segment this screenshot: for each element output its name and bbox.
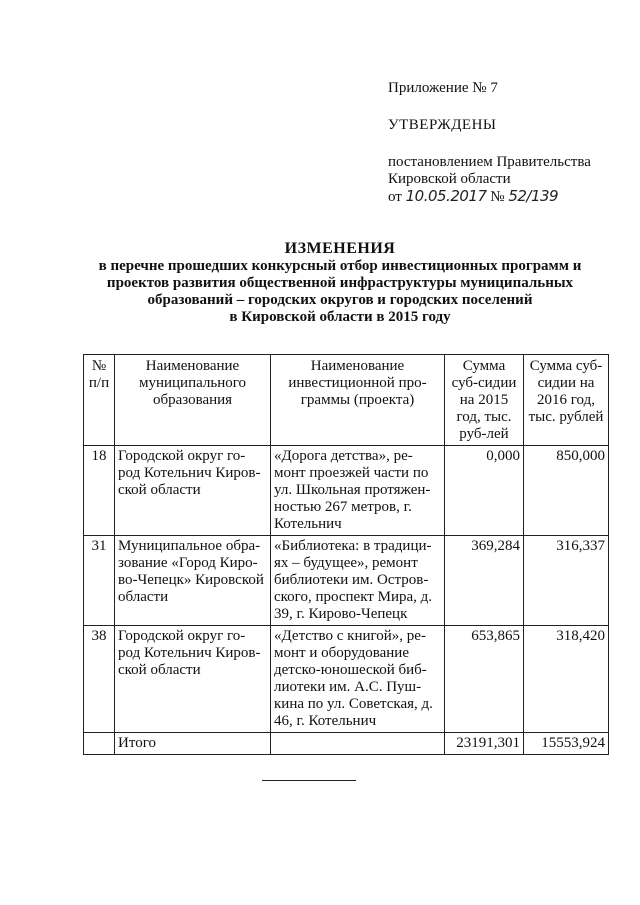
total-program-empty — [271, 733, 445, 755]
total-label: Итого — [115, 733, 271, 755]
column-header-program: Наименование инвестиционной про-граммы (проекта) — [271, 355, 445, 446]
decree-line-3 — [388, 188, 591, 206]
total-sum-2016: 15553,924 — [524, 733, 609, 755]
appendix-label: Приложение № 7 — [388, 80, 498, 96]
column-header-sum-2015: Сумма суб-сидии на 2015 год, тыс. руб-лей — [445, 355, 524, 446]
decree-date: 10.05.2017 — [405, 187, 487, 205]
title-line-1: в перечне прошедших конкурсный отбор инвестиционных программ и — [98, 258, 582, 274]
title-line-3: образований – городских округов и городских поселений — [147, 292, 533, 308]
decree-number: 52/139 — [508, 187, 559, 205]
total-sum-2015: 23191,301 — [445, 733, 524, 755]
decree-number-label: № — [490, 189, 505, 205]
row-municipality: Городской округ го-род Котельнич Киров-ской области — [115, 626, 271, 733]
decree-prefix: от — [388, 189, 402, 205]
row-sum-2016: 316,337 — [524, 536, 609, 626]
row-sum-2015: 653,865 — [445, 626, 524, 733]
closing-divider — [262, 780, 356, 781]
title-head: ИЗМЕНЕНИЯ — [284, 240, 396, 257]
row-municipality: Городской округ го-род Котельнич Киров-ской области — [115, 446, 271, 536]
document-title — [80, 240, 600, 326]
table-row — [84, 446, 609, 536]
row-municipality: Муниципальное обра-зование «Город Киро-во-Чепецк» Кировской области — [115, 536, 271, 626]
row-program: «Библиотека: в традици-ях – будущее», ремонт библиотеки им. Остров-ского, проспект Мира, д. 39, г. Кирово-Чепецк — [271, 536, 445, 626]
approved-label: УТВЕРЖДЕНЫ — [388, 117, 497, 133]
row-sum-2016: 318,420 — [524, 626, 609, 733]
total-number-empty — [84, 733, 115, 755]
row-number: 18 — [84, 446, 115, 536]
decree-block — [388, 154, 591, 206]
row-number: 31 — [84, 536, 115, 626]
row-sum-2015: 0,000 — [445, 446, 524, 536]
row-program: «Дорога детства», ре-монт проезжей части по ул. Школьная протяжен-ностью 267 метров, г. Котельнич — [271, 446, 445, 536]
decree-line-2: Кировской области — [388, 171, 511, 187]
column-header-municipality: Наименование муниципального образования — [115, 355, 271, 446]
row-program: «Детство с книгой», ре-монт и оборудование детско-юношеской биб-лиотеки им. А.С. Пуш-кина по ул. Советская, д. 46, г. Котельнич — [271, 626, 445, 733]
table-row — [84, 536, 609, 626]
table-header-row — [84, 355, 609, 446]
decree-line-1: постановлением Правительства — [388, 154, 591, 170]
row-sum-2016: 850,000 — [524, 446, 609, 536]
column-header-sum-2016: Сумма суб-сидии на 2016 год, тыс. рублей — [524, 355, 609, 446]
table-row — [84, 626, 609, 733]
total-row — [84, 733, 609, 755]
title-line-4: в Кировской области в 2015 году — [229, 309, 451, 325]
title-line-2: проектов развития общественной инфраструктуры муниципальных — [106, 275, 574, 291]
row-number: 38 — [84, 626, 115, 733]
changes-table — [83, 354, 609, 755]
row-sum-2015: 369,284 — [445, 536, 524, 626]
column-header-number: № п/п — [84, 355, 115, 446]
